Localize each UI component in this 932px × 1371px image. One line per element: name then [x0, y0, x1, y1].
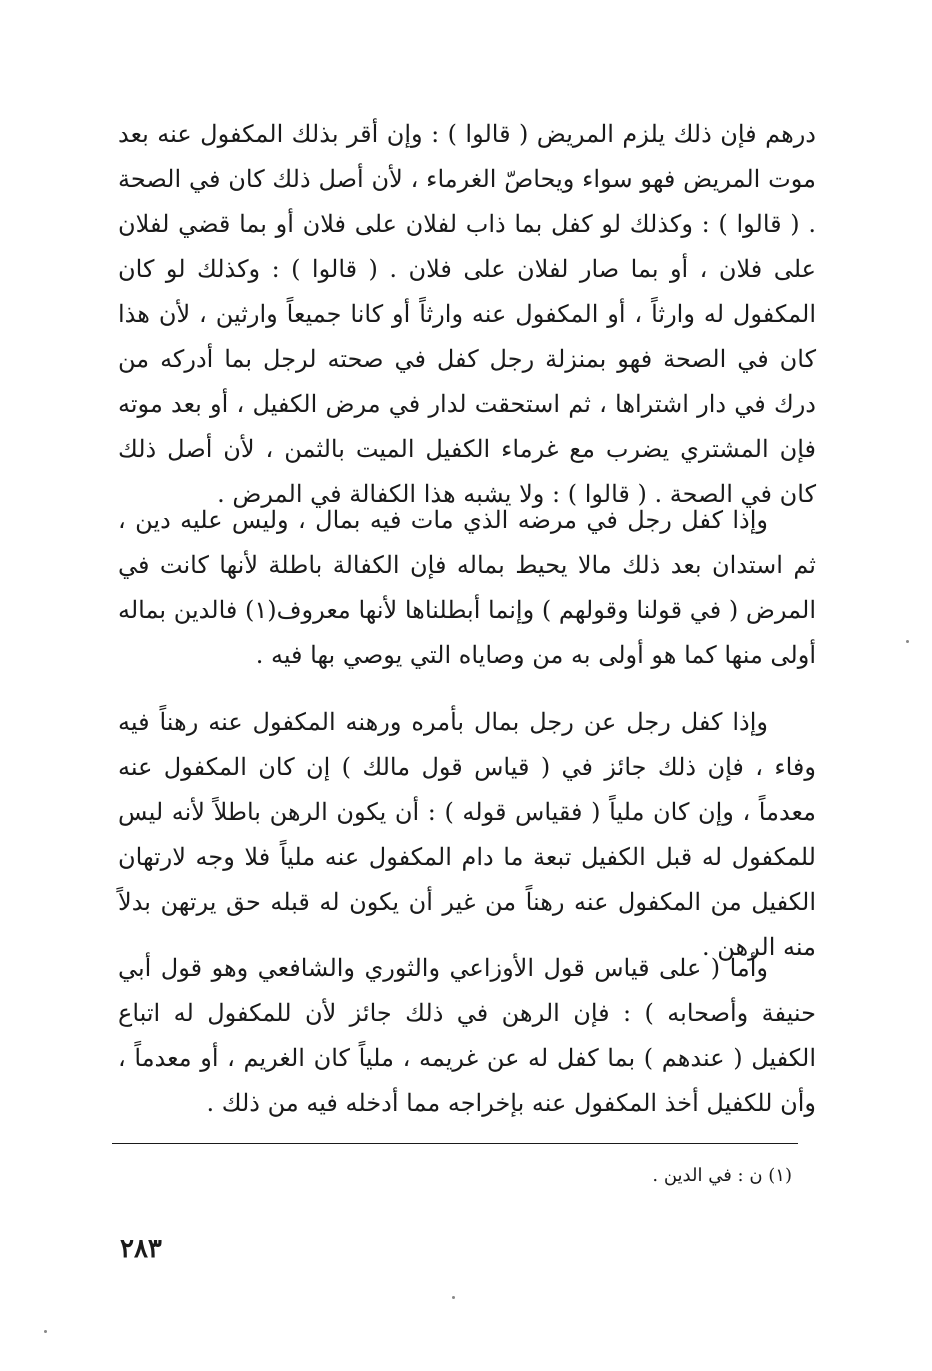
scan-speck [44, 1330, 47, 1333]
paragraph-3: وإذا كفل رجل عن رجل بمال بأمره ورهنه المكفول عنه رهناً فيه وفاء ، فإن ذلك جائز في ( قياس قول مالك ) إن كان المكفول عنه معدماً ، وإن كان ملياً ( فقياس قوله ) : أن يكون الرهن باطلاً لأنه ليس للمكفول له قبل الكفيل تبعة ما دام المكفول عنه ملياً فلا وجه لارتهان الكفيل من المكفول عنه رهناً من غير أن يكون له قبله حق يرتهن بدلاً منه الرهن . [118, 708, 816, 961]
page-number: ٢٨٣ [120, 1234, 162, 1264]
footnote: (١) ن : في الدين . [652, 1165, 792, 1186]
paragraph-1: درهم فإن ذلك يلزم المريض ( قالوا ) : وإن أقر بذلك المكفول عنه بعد موت المريض فهو سواء ويحاصّ الغرماء ، لأن أصل ذلك كان في الصحة . ( قالوا ) : وكذلك لو كفل بما ذاب لفلان على فلان أو بما قضي لفلان على فلان ، أو بما صار لفلان على فلان . ( قالوا ) : وكذلك لو كان المكفول له وارثاً ، أو المكفول عنه وارثاً أو كانا جميعاً وارثين ، لأن هذا كان في الصحة فهو بمنزلة رجل كفل في صحته لرجل بما أدركه من درك في دار اشتراها ، ثم استحقت لدار في مرض الكفيل ، أو بعد موته فإن المشتري يضرب مع غرماء الكفيل الميت بالثمن ، لأن أصل ذلك كان في الصحة . ( قالوا ) : ولا يشبه هذا الكفالة في المرض . [118, 120, 816, 508]
scan-speck [452, 1296, 455, 1299]
paragraph-4: وأما ( على قياس قول الأوزاعي والثوري والشافعي وهو قول أبي حنيفة وأصحابه ) : فإن الرهن في ذلك جائز لأن للمكفول له اتباع الكفيل ( عندهم ) بما كفل له عن غريمه ، ملياً كان الغريم ، أو معدماً ، وأن للكفيل أخذ المكفول عنه بإخراجه مما أدخله فيه من ذلك . [118, 954, 816, 1117]
scan-speck [906, 640, 909, 643]
paragraph-2: وإذا كفل رجل في مرضه الذي مات فيه بمال ، وليس عليه دين ، ثم استدان بعد ذلك مالا يحيط بماله فإن الكفالة باطلة لأنها كانت في المرض ( في قولنا وقولهم ) وإنما أبطلناها لأنها معروف(١) فالدين بماله أولى منها كما هو أولى به من وصاياه التي يوصي بها فيه . [118, 506, 817, 669]
footnote-divider [112, 1143, 798, 1144]
